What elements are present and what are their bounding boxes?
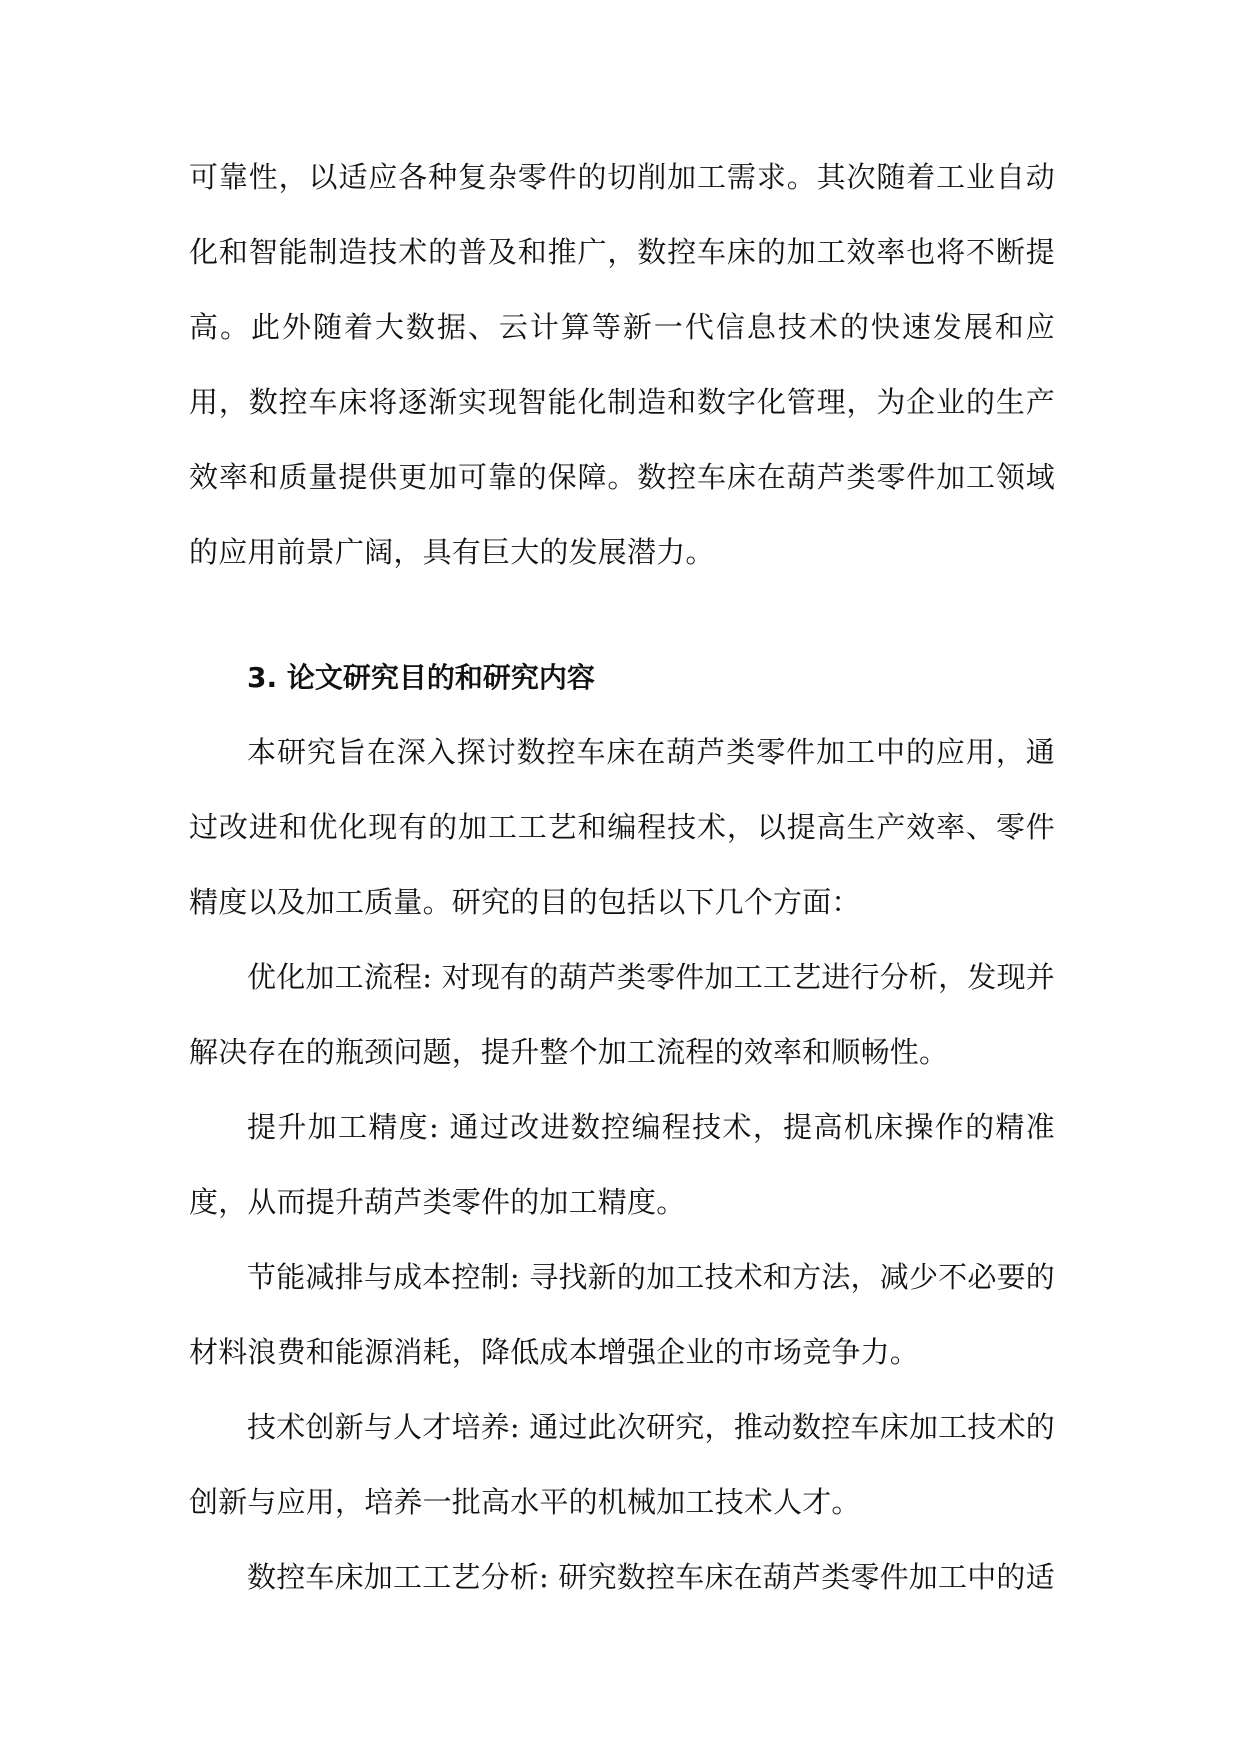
section-heading-3: 3. 论文研究目的和研究内容 <box>247 661 595 694</box>
paragraph-research-aim: 本研究旨在深入探讨数控车床在葫芦类零件加工中的应用，通过改进和优化现有的加工工艺和编程技术，以提高生产效率、零件精度以及加工质量。研究的目的包括以下几个方面： <box>189 735 1055 919</box>
paragraph-innovation-talent: 技术创新与人才培养: 通过此次研究，推动数控车床加工技术的创新与应用，培养一批高水平的机械加工技术人才。 <box>189 1410 1055 1519</box>
paragraph-process-analysis: 数控车床加工工艺分析: 研究数控车床在葫芦类零件加工中的适 <box>247 1560 1055 1594</box>
paragraph-continued: 可靠性，以适应各种复杂零件的切削加工需求。其次随着工业自动化和智能制造技术的普及和推广，数控车床的加工效率也将不断提高。此外随着大数据、云计算等新一代信息技术的快速发展和应用，数控车床将逐渐实现智能化制造和数字化管理，为企业的生产效率和质量提供更加可靠的保障。数控车床在葫芦类零件加工领域的应用前景广阔，具有巨大的发展潜力。 <box>189 160 1055 569</box>
document-body <box>189 140 1055 1615</box>
paragraph-energy-cost: 节能减排与成本控制: 寻找新的加工技术和方法，减少不必要的材料浪费和能源消耗，降低成本增强企业的市场竞争力。 <box>189 1260 1055 1369</box>
paragraph-optimize-process: 优化加工流程: 对现有的葫芦类零件加工工艺进行分析，发现并解决存在的瓶颈问题，提升整个加工流程的效率和顺畅性。 <box>189 960 1055 1069</box>
paragraph-improve-precision: 提升加工精度: 通过改进数控编程技术，提高机床操作的精准度，从而提升葫芦类零件的加工精度。 <box>189 1110 1055 1219</box>
